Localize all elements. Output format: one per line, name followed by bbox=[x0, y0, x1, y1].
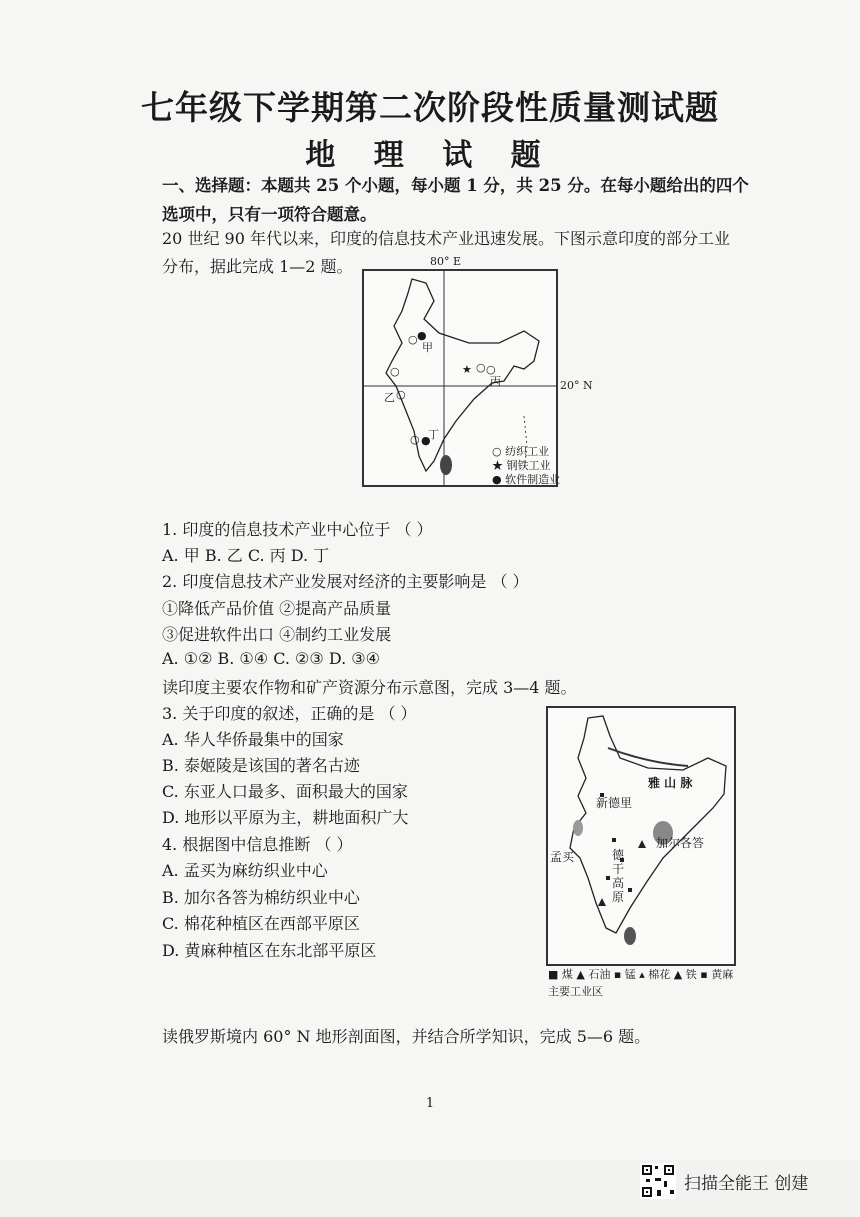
place-label-ding: 丁 bbox=[428, 428, 439, 441]
question-2-choices-row2: ③促进软件出口 ④制约工业发展 bbox=[162, 625, 392, 644]
textile-marker-icon: ○ bbox=[408, 333, 418, 346]
question-1-stem: 1. 印度的信息技术产业中心位于 （ ） bbox=[162, 520, 433, 539]
city-label-mumbai: 孟买 bbox=[550, 850, 575, 864]
textile-marker-icon: ○ bbox=[410, 433, 420, 446]
intro-paragraph-2: 读印度主要农作物和矿产资源分布示意图，完成 3—4 题。 bbox=[162, 678, 577, 697]
latitude-label: 20° N bbox=[560, 379, 593, 392]
question-2-choices-row1: ①降低产品价值 ②提高产品质量 bbox=[162, 599, 392, 618]
question-4-option-c: C. 棉花种植区在西部平原区 bbox=[162, 914, 360, 933]
map2-legend-line2: 主要工业区 bbox=[548, 985, 603, 998]
longitude-label: 80° E bbox=[430, 255, 462, 268]
india-resources-map bbox=[546, 706, 736, 966]
page-number: 1 bbox=[425, 1096, 435, 1111]
section-instructions-line2: 选项中，只有一项符合题意。 bbox=[162, 205, 377, 224]
place-label-bing: 丙 bbox=[490, 375, 501, 388]
question-3-option-c: C. 东亚人口最多、面积最大的国家 bbox=[162, 782, 408, 801]
section-instructions-line1: 一、选择题：本题共 25 个小题，每小题 1 分，共 25 分。在每小题给出的四个 bbox=[162, 176, 749, 195]
scanner-footer bbox=[640, 1160, 808, 1202]
textile-marker-icon: ○ bbox=[476, 361, 486, 374]
india-outline bbox=[548, 708, 734, 964]
textile-marker-icon: ○ bbox=[396, 388, 406, 401]
place-label-yi: 乙 bbox=[384, 391, 395, 404]
star-icon: ★ bbox=[492, 459, 507, 472]
question-1-options: A. 甲 B. 乙 C. 丙 D. 丁 bbox=[162, 546, 330, 565]
legend-steel: ★ 钢铁工业 bbox=[492, 459, 551, 472]
india-industry-map bbox=[362, 255, 593, 487]
intro-paragraph-line1: 20 世纪 90 年代以来，印度的信息技术产业迅速发展。下图示意印度的部分工业 bbox=[162, 229, 730, 248]
map2-legend-line1: ■ 煤 ▲ 石油 ▪ 锰 ▴ 棉花 ▲ 铁 ▪ 黄麻 bbox=[548, 968, 734, 981]
legend-software: ● 软件制造业 bbox=[492, 473, 561, 486]
question-3-option-d: D. 地形以平原为主，耕地面积广大 bbox=[162, 808, 409, 827]
question-3-option-b: B. 泰姬陵是该国的著名古迹 bbox=[162, 756, 360, 775]
question-4-option-a: A. 孟买为麻纺织业中心 bbox=[162, 861, 328, 880]
legend-textile: ○ 纺织工业 bbox=[492, 445, 550, 458]
intro-paragraph-3: 读俄罗斯境内 60° N 地形剖面图，并结合所学知识，完成 5—6 题。 bbox=[162, 1027, 651, 1046]
circle-icon: ○ bbox=[492, 445, 506, 458]
city-label-delhi: 新德里 bbox=[596, 796, 633, 810]
mountain-label: 雅 山 脉 bbox=[648, 776, 693, 790]
question-3-option-a: A. 华人华侨最集中的国家 bbox=[162, 730, 344, 749]
software-marker-icon: ● bbox=[417, 329, 427, 342]
filled-circle-icon: ● bbox=[492, 473, 506, 486]
software-marker-icon: ● bbox=[421, 434, 431, 447]
qr-code-icon bbox=[640, 1163, 676, 1199]
plateau-label: 德 干 高 原 bbox=[612, 848, 625, 904]
intro-paragraph-line2: 分布，据此完成 1—2 题。 bbox=[162, 257, 353, 276]
question-4-option-b: B. 加尔各答为棉纺织业中心 bbox=[162, 888, 360, 907]
steel-marker-icon: ★ bbox=[462, 363, 472, 376]
question-2-options: A. ①② B. ①④ C. ②③ D. ③④ bbox=[162, 649, 380, 668]
page-title: 七年级下学期第二次阶段性质量测试题 bbox=[141, 88, 719, 127]
textile-marker-icon: ○ bbox=[390, 365, 400, 378]
question-3-stem: 3. 关于印度的叙述，正确的是 （ ） bbox=[162, 704, 417, 723]
question-4-stem: 4. 根据图中信息推断 （ ） bbox=[162, 835, 353, 854]
textile-marker-icon: ○ bbox=[486, 363, 496, 376]
scanner-credit: 扫描全能王 创建 bbox=[684, 1173, 809, 1194]
city-label-kolkata: 加尔各答 bbox=[656, 836, 705, 850]
question-2-stem: 2. 印度信息技术产业发展对经济的主要影响是 （ ） bbox=[162, 572, 529, 591]
place-label-jia: 甲 bbox=[422, 341, 433, 354]
page-subtitle: 地 理 试 题 bbox=[305, 138, 555, 173]
question-4-option-d: D. 黄麻种植区在东北部平原区 bbox=[162, 941, 377, 960]
